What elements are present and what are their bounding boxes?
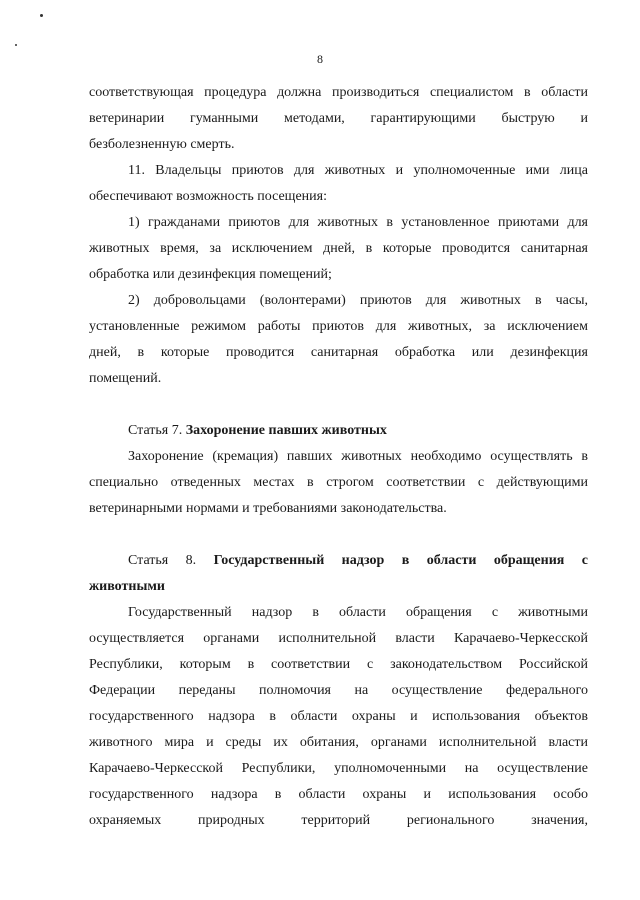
text-line: безболезненную смерть. xyxy=(89,137,235,152)
text-line: осуществляется органами исполнительной власти Карачаево-Черкесской xyxy=(89,631,588,646)
article-title: Захоронение павших животных xyxy=(185,423,387,438)
text-line: Захоронение (кремация) павших животных необходимо осуществлять в xyxy=(128,449,588,464)
text-line: обеспечивают возможность посещения: xyxy=(89,189,327,204)
article-title: животными xyxy=(89,579,165,594)
text-line: специально отведенных местах в строгом соответствии с действующими xyxy=(89,475,588,490)
text-line: Республики, которым в соответствии с законодательством Российской xyxy=(89,657,588,672)
text-line: Карачаево-Черкесской Республики, уполномоченными на осуществление xyxy=(89,761,588,776)
text-line: государственного надзора в области охраны и использования особо xyxy=(89,787,588,802)
text-line: установленные режимом работы приютов для животных, за исключением xyxy=(89,319,588,334)
text-line: 1) гражданами приютов для животных в установленное приютами для xyxy=(128,215,588,230)
text-line: Федерации переданы полномочия на осуществление федерального xyxy=(89,683,588,698)
article-label: Статья 8. xyxy=(128,553,197,568)
spacer xyxy=(89,392,588,418)
text-line: охраняемых природных территорий регионального значения, xyxy=(89,813,588,828)
text-line: 2) добровольцами (волонтерами) приютов для животных в часы, xyxy=(128,293,588,308)
text-line: государственного надзора в области охраны и использования объектов xyxy=(89,709,588,724)
text-line: 11. Владельцы приютов для животных и уполномоченные ими лица xyxy=(128,163,588,178)
page-number: 8 xyxy=(317,52,323,66)
text-line: дней, в которые проводится санитарная обработка или дезинфекция xyxy=(89,345,588,360)
text-line: соответствующая процедура должна производиться специалистом в области xyxy=(89,85,588,100)
article-heading xyxy=(89,418,588,444)
text-line: животного мира и среды их обитания, органами исполнительной власти xyxy=(89,735,588,750)
text-line: животных время, за исключением дней, в которые проводится санитарная xyxy=(89,241,588,256)
text-line: ветеринарии гуманными методами, гарантирующими быструю и xyxy=(89,111,588,126)
text-line: обработка или дезинфекция помещений; xyxy=(89,267,332,282)
article-title: Государственный надзор в области обращения с xyxy=(213,553,588,568)
document-body xyxy=(89,80,588,834)
scan-speck xyxy=(40,14,43,17)
spacer xyxy=(89,522,588,548)
text-line: ветеринарными нормами и требованиями законодательства. xyxy=(89,501,447,516)
scan-speck xyxy=(15,44,17,46)
text-line: помещений. xyxy=(89,371,162,386)
article-heading-continued xyxy=(89,574,588,600)
article-label: Статья 7. xyxy=(128,423,183,438)
article-heading xyxy=(89,548,588,574)
text-line: Государственный надзор в области обращения с животными xyxy=(128,605,588,620)
